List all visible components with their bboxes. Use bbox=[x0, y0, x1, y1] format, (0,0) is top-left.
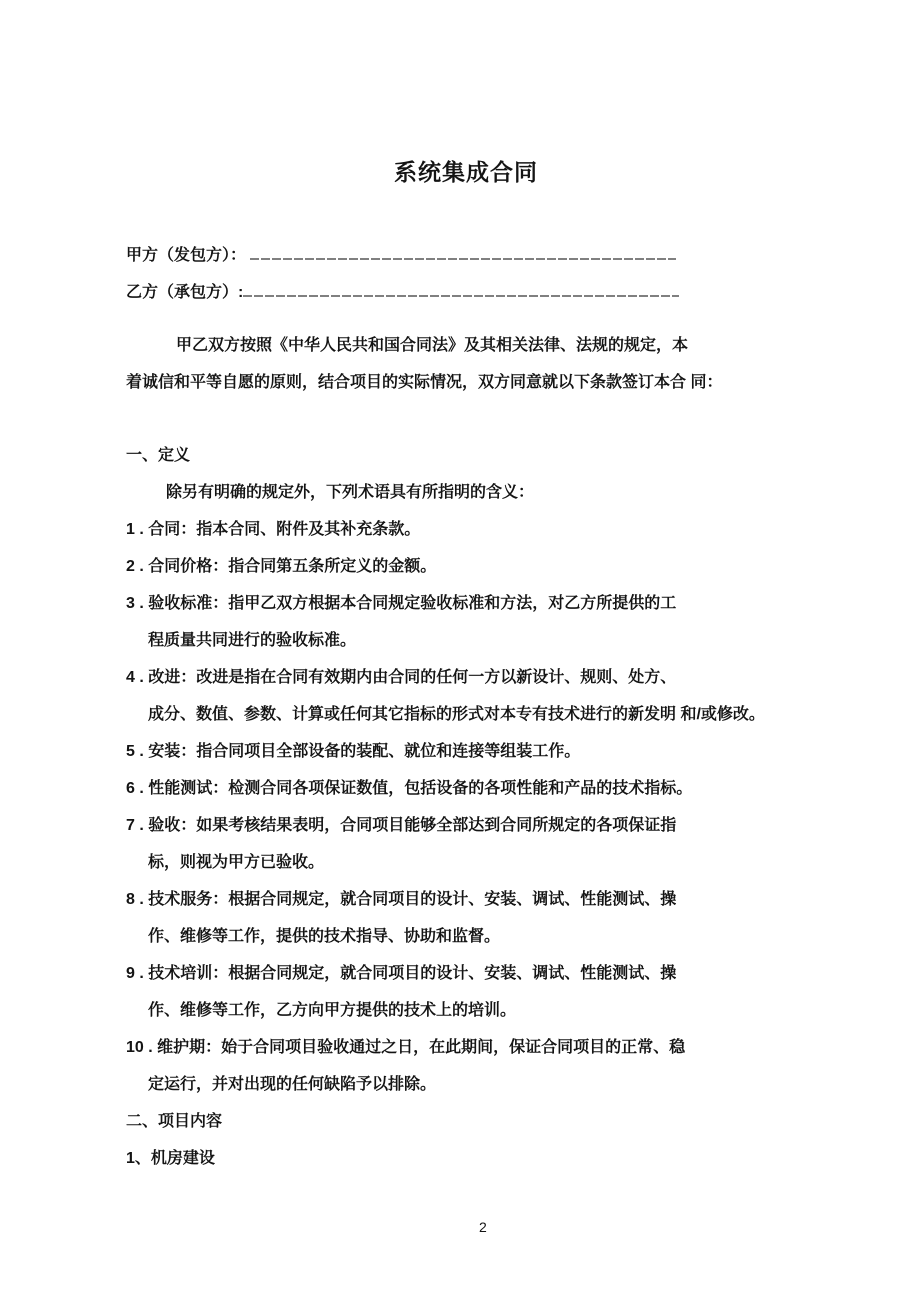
definition-item-6: 6 . 性能测试：检测合同各项保证数值，包括设备的各项性能和产品的技术指标。 bbox=[126, 780, 693, 797]
definition-item-1: 1 . 合同：指本合同、附件及其补充条款。 bbox=[126, 521, 421, 538]
definition-item-5: 5 . 安装：指合同项目全部设备的装配、就位和连接等组装工作。 bbox=[126, 743, 581, 760]
definition-item-8: 8 . 技术服务：根据合同规定，就合同项目的设计、安装、调试、性能测试、操 bbox=[126, 891, 677, 908]
party-b-label: 乙方（承包方）: bbox=[126, 284, 244, 301]
party-a-row bbox=[126, 237, 806, 274]
section-2-heading: 二、项目内容 bbox=[126, 1113, 223, 1130]
party-b-blank-field bbox=[243, 280, 679, 297]
page-number: 2 bbox=[479, 1219, 487, 1235]
intro-line-2: 着诚信和平等自愿的原则，结合项目的实际情况，双方同意就以下条款签订本合 同： bbox=[126, 374, 723, 391]
document-content bbox=[126, 0, 806, 1177]
party-b-row bbox=[126, 274, 806, 311]
definition-item-3: 3 . 验收标准：指甲乙双方根据本合同规定验收标准和方法，对乙方所提供的工 bbox=[126, 595, 677, 612]
definition-item-9: 9 . 技术培训：根据合同规定，就合同项目的设计、安装、调试、性能测试、操 bbox=[126, 965, 677, 982]
definition-item-7: 7 . 验收：如果考核结果表明，合同项目能够全部达到合同所规定的各项保证指 bbox=[126, 817, 677, 834]
definition-item-3-cont: 程质量共同进行的验收标准。 bbox=[148, 632, 357, 649]
definition-item-4: 4 . 改进：改进是指在合同有效期内由合同的任何一方以新设计、规则、处方、 bbox=[126, 669, 677, 686]
intro-line-1: 甲乙双方按照《中华人民共和国合同法》及其相关法律、法规的规定，本 bbox=[176, 337, 689, 354]
page-title: 系统集成合同 bbox=[394, 159, 538, 185]
definition-item-2: 2 . 合同价格：指合同第五条所定义的金额。 bbox=[126, 558, 437, 575]
definition-item-10: 10 . 维护期：始于合同项目验收通过之日，在此期间，保证合同项目的正常、稳 bbox=[126, 1039, 686, 1056]
definition-item-9-cont: 作、维修等工作，乙方向甲方提供的技术上的培训。 bbox=[148, 1002, 517, 1019]
definition-item-7-cont: 标，则视为甲方已验收。 bbox=[148, 854, 325, 871]
section-1-heading: 一、定义 bbox=[126, 447, 191, 464]
party-a-label: 甲方（发包方）： bbox=[126, 247, 247, 264]
party-a-blank-field bbox=[250, 243, 676, 260]
section-2-item-1: 1、机房建设 bbox=[126, 1150, 215, 1167]
definitions-lead: 除另有明确的规定外，下列术语具有所指明的含义： bbox=[166, 484, 535, 501]
definition-item-10-cont: 定运行，并对出现的任何缺陷予以排除。 bbox=[148, 1076, 437, 1093]
definition-item-8-cont: 作、维修等工作，提供的技术指导、协助和监督。 bbox=[148, 928, 501, 945]
definition-item-4-cont: 成分、数值、参数、计算或任何其它指标的形式对本专有技术进行的新发明 和/或修改。 bbox=[148, 706, 765, 723]
